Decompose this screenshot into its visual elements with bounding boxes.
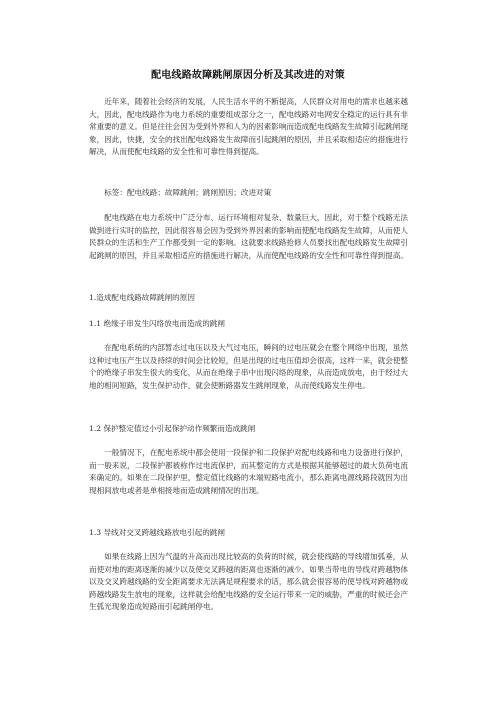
paragraph-1-3-text: 如果在线路上因为气温的升高而出现比较高的负荷的时候，就会使线路的导线增加弧垂，从而使对地的距离逐渐的减少以及使交叉跨越的距离也逐渐的减少。如果当带电的导线对跨越物体以及交叉跨越线路的安全距离要求无法满足规程要求的话，那么就会很容易的使导线对跨越物或跨越线路发生放电的现象，这样就会给配电线路的安全运行带来一定的威胁，严重的时候还会产生弧光现象造成短路而引起跳闸停电。 (89, 552, 408, 612)
subsection-heading-1-2: 1.2 保护整定值过小引起保护动作频繁而造成跳闸 (89, 424, 256, 433)
subsection-heading-1-3: 1.3 导线对交叉跨越线路放电引起的跳闸 (89, 528, 225, 537)
paragraph-1-2-text: 一般情况下，在配电系统中都会使用一段保护和二段保护对配电线路和电力设备进行保护，而一般来说，二段保护都被称作过电流保护，而其整定的方式是根据其能够超过的最大负荷电流来确定的。如果在二段保护里，整定值比线路的末端短路电流小，那么距离电源线路段就因为出现相间放电或者是单相接地而造成跳闸情况的出现。 (89, 448, 408, 495)
paragraph-1-1-text: 在配电系统的内部暂态过电压以及大气过电压，瞬间的过电压就会在整个网络中出现，虽然这种过电压产生以及持续的时间会比较短，但是出现的过电压值却会很高，这样一来，就会使整个的绝缘子串发生很大的变化，从而在绝缘子串中出现闪络的现象，从而造成放电，由于经过大地的相间短路，发生保护动作，就会使断路器发生跳闸现象，从而使线路发生停电。 (89, 343, 408, 390)
paragraph-1-2 (89, 447, 408, 497)
abstract-paragraph (89, 96, 408, 159)
section-heading-1: 1.造成配电线路故障跳闸的原因 (89, 293, 195, 302)
subsection-heading-1-1: 1.1 绝缘子串发生闪络放电而造成的跳闸 (89, 319, 225, 328)
intro-text: 配电线路在电力系统中广泛分布、运行环境相对复杂、数量巨大，因此，对于整个线路无法做到进行实时的监控，因此很容易会因为受到外界因素的影响而使配电线路发生故障，从而使人民群众的生活和生产工作都受到一定的影响。这就要求线路抢修人员要找出配电线路发生故障引起跳闸的原因，并且采取相适应的措施进行解决，从而使配电线路的安全性和可靠性得到提高。 (89, 213, 408, 260)
keywords-line (89, 187, 408, 200)
paragraph-1-1 (89, 342, 408, 392)
intro-paragraph (89, 212, 408, 262)
document-title: 配电线路故障跳闸原因分析及其改进的对策 (151, 70, 345, 81)
paragraph-1-3 (89, 551, 408, 614)
abstract-text: 近年来，随着社会经济的发展，人民生活水平的不断提高，人民群众对用电的需求也越来越大，因此，配电线路作为电力系统的重要组成部分之一，配电线路对电网安全稳定的运行具有非常重要的意义。但是往往会因为受到外界和人为的因素影响而造成配电线路发生故障引起跳闸现象，因此，快捷，安全的找出配电线路发生故障而引起跳闸的原因，并且采取相适应的措施进行解决，从而使配电线路的安全性和可靠性得到提高。 (89, 97, 408, 157)
keywords-text: 标签：配电线路；故障跳闸；跳闸原因；改进对策 (104, 188, 272, 197)
